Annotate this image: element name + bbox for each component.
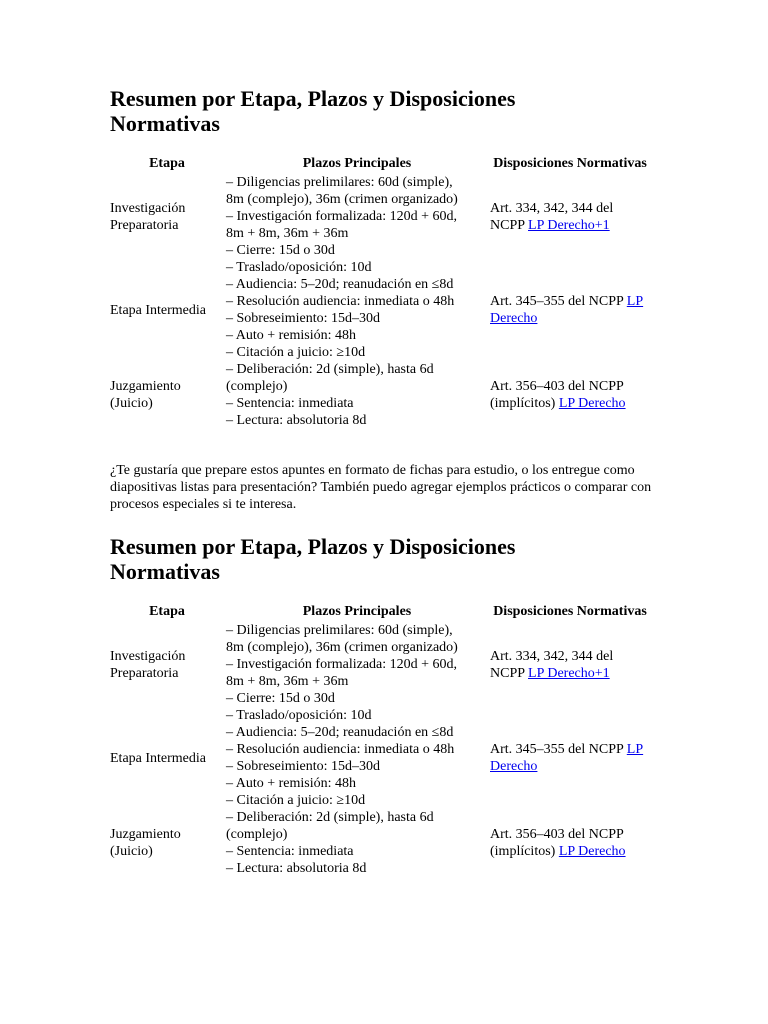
plazos-cell — [224, 622, 488, 707]
table-row — [110, 174, 650, 259]
plazo-line: – Sentencia: inmediata — [226, 396, 354, 411]
plazos-cell — [224, 361, 488, 429]
table-row — [110, 361, 650, 429]
plazo-line: – Sentencia: inmediata — [226, 844, 354, 859]
plazo-line: – Auto + remisión: 48h — [226, 776, 357, 791]
section-title: Resumen por Etapa, Plazos y Disposiciones Normativas — [110, 86, 516, 136]
table-row — [110, 809, 650, 877]
disposicion-text: Art. 334, 342, 344 del NCPP — [490, 200, 614, 233]
plazo-line: – Traslado/oposición: 10d — [226, 708, 372, 723]
etapa-cell: Etapa Intermedia — [110, 302, 207, 318]
header-disposiciones: Disposiciones Normativas — [493, 604, 647, 619]
header-disposiciones: Disposiciones Normativas — [493, 156, 647, 171]
lp-derecho-link[interactable]: LP Derecho — [558, 844, 626, 859]
disposicion-text: Art. 356–403 del NCPP (implícitos) — [490, 379, 624, 411]
plazo-line: – Lectura: absolutoria 8d — [226, 861, 367, 876]
lp-derecho-link[interactable]: LP Derecho — [490, 742, 644, 774]
lp-derecho-link[interactable]: LP Derecho+1 — [528, 665, 610, 681]
lp-derecho-link[interactable]: LP Derecho+1 — [528, 217, 610, 233]
disposicion-text: Art. 334, 342, 344 del NCPP — [490, 648, 614, 681]
plazo-line: – Deliberación: 2d (simple), hasta 6d — [226, 810, 434, 825]
plazo-line: – Citación a juicio: ≥10d — [226, 793, 366, 808]
table-row — [110, 622, 650, 707]
document-page — [110, 86, 670, 877]
plazo-line: – Resolución audiencia: inmediata o 48h — [226, 294, 455, 309]
plazo-line: – Sobreseimiento: 15d–30d — [226, 759, 380, 774]
header-etapa: Etapa — [149, 156, 185, 171]
disposiciones-cell — [488, 809, 650, 877]
section-title: Resumen por Etapa, Plazos y Disposiciones Normativas — [110, 534, 516, 584]
disposiciones-cell — [488, 174, 650, 259]
plazo-line: – Sobreseimiento: 15d–30d — [226, 311, 380, 326]
disposicion-text: Art. 345–355 del NCPP — [490, 742, 624, 757]
plazo-line: – Citación a juicio: ≥10d — [226, 345, 366, 360]
plazo-line: – Investigación formalizada: 120d + 60d, — [226, 657, 458, 672]
table-header-row — [110, 155, 650, 174]
plazo-line: – Lectura: absolutoria 8d — [226, 413, 367, 428]
etapa-cell: Etapa Intermedia — [110, 750, 207, 766]
summary-table — [110, 155, 650, 429]
plazo-line: 8m (complejo), 36m (crimen organizado) — [226, 192, 458, 207]
header-plazos: Plazos Principales — [302, 156, 412, 171]
disposiciones-cell — [488, 622, 650, 707]
disposiciones-cell — [488, 361, 650, 429]
plazo-line: – Investigación formalizada: 120d + 60d, — [226, 209, 458, 224]
plazo-line: – Cierre: 15d o 30d — [226, 243, 335, 258]
lp-derecho-link[interactable]: LP Derecho — [558, 396, 626, 411]
summary-table — [110, 603, 650, 877]
table-row — [110, 707, 650, 809]
plazo-line: – Deliberación: 2d (simple), hasta 6d — [226, 362, 434, 377]
plazo-line: (complejo) — [226, 379, 288, 394]
plazo-line: – Diligencias prelimilares: 60d (simple), — [226, 175, 453, 190]
disposicion-text: Art. 345–355 del NCPP — [490, 294, 624, 309]
disposicion-text: Art. 356–403 del NCPP (implícitos) — [490, 827, 624, 859]
disposiciones-cell — [488, 259, 650, 361]
plazo-line: – Auto + remisión: 48h — [226, 328, 357, 343]
plazos-cell — [224, 174, 488, 259]
plazo-line: – Traslado/oposición: 10d — [226, 260, 372, 275]
disposiciones-cell — [488, 707, 650, 809]
table-row — [110, 259, 650, 361]
plazo-line: – Audiencia: 5–20d; reanudación en ≤8d — [226, 725, 454, 740]
lp-derecho-link[interactable]: LP Derecho — [490, 294, 644, 326]
plazo-line: – Resolución audiencia: inmediata o 48h — [226, 742, 455, 757]
header-plazos: Plazos Principales — [302, 604, 412, 619]
plazos-cell — [224, 809, 488, 877]
header-etapa: Etapa — [149, 604, 185, 619]
etapa-cell: Investigación Preparatoria — [110, 200, 186, 233]
etapa-cell: Juzgamiento (Juicio) — [110, 827, 181, 859]
summary-section-2 — [110, 534, 670, 877]
plazos-cell — [224, 707, 488, 809]
plazo-line: – Cierre: 15d o 30d — [226, 691, 335, 706]
plazos-cell — [224, 259, 488, 361]
etapa-cell: Investigación Preparatoria — [110, 648, 186, 681]
plazo-line: 8m + 8m, 36m + 36m — [226, 226, 349, 241]
etapa-cell: Juzgamiento (Juicio) — [110, 379, 181, 411]
plazo-line: 8m (complejo), 36m (crimen organizado) — [226, 640, 458, 655]
plazo-line: – Diligencias prelimilares: 60d (simple), — [226, 623, 453, 638]
follow-up-paragraph: ¿Te gustaría que prepare estos apuntes en formato de fichas para estudio, o los entregue como diapositivas listas para presentación? También puedo agregar ejemplos prácticos o comparar con procesos especiales si te interesa. — [110, 463, 652, 512]
plazo-line: 8m + 8m, 36m + 36m — [226, 674, 349, 689]
plazo-line: (complejo) — [226, 827, 288, 842]
table-header-row — [110, 603, 650, 622]
summary-section-1 — [110, 86, 670, 429]
plazo-line: – Audiencia: 5–20d; reanudación en ≤8d — [226, 277, 454, 292]
